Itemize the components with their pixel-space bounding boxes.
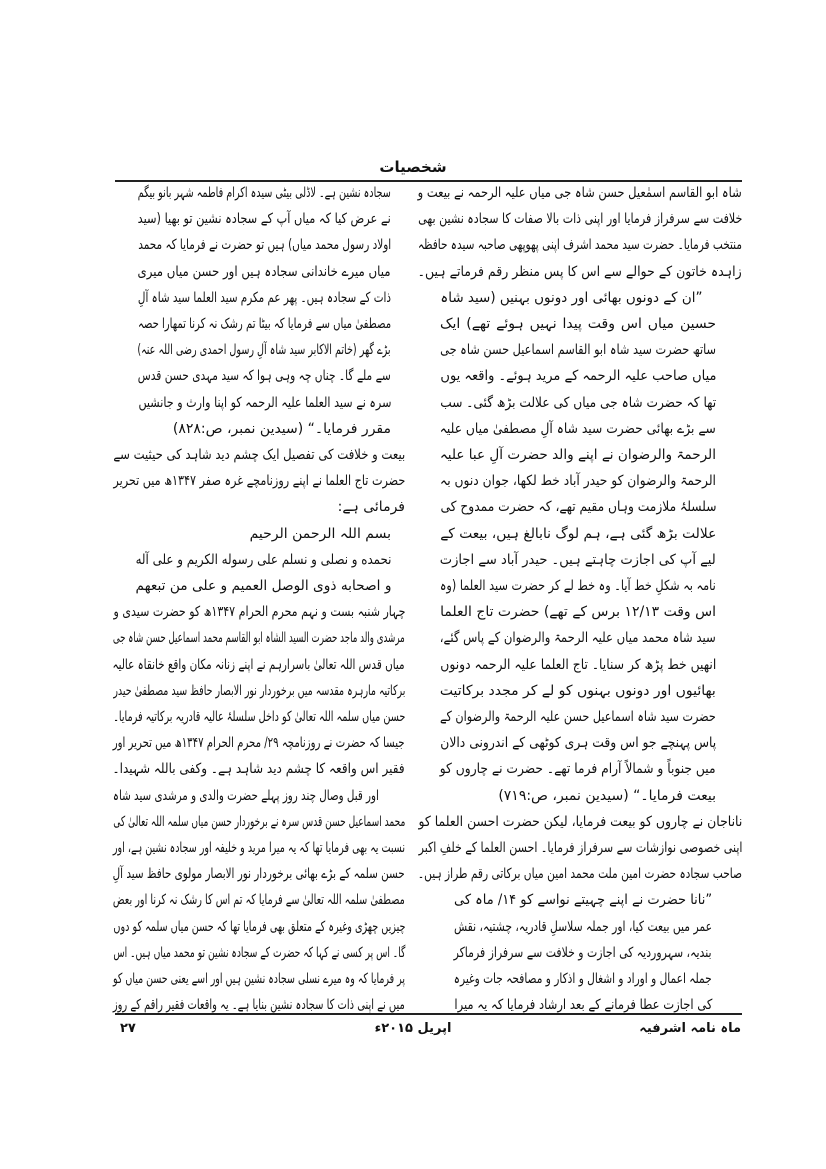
text-line	[113, 705, 405, 729]
line-text: ساتھ حضرت سید شاہ ابو القاسم اسماعیل حسن شاہ جی	[440, 342, 716, 359]
text-line	[113, 731, 405, 755]
text-line	[138, 522, 391, 546]
text-line	[418, 181, 742, 205]
text-line	[113, 915, 405, 939]
line-text: سے ملے گا۔ چناں چہ وہی ہوا کہ سید مہدی حسن قدس	[138, 368, 391, 385]
line-text: سے بڑے بھائی حضرت سید شاہ آلِ مصطفیٰ میاں علیہ	[439, 420, 716, 437]
line-text: صاحب سجادہ حضرت امین ملت محمد امین میاں برکاتی رقم طراز ہیں۔	[417, 866, 742, 883]
line-text: ناناجان نے چاروں کو بیعت فرمایا، لیکن حضرت احسن العلما کو	[418, 813, 742, 830]
text-line	[454, 941, 712, 965]
text-line	[113, 600, 405, 624]
line-text: جملہ اعمال و اوراد و اشغال و اذکار و مصافحہ جات وغیرہ	[454, 971, 712, 987]
text-line	[138, 312, 391, 336]
text-line	[113, 888, 405, 912]
line-text: بیعت فرمایا۔“ (سیدین نمبر، ص:۷۱۹)	[498, 787, 716, 804]
text-line	[440, 705, 716, 729]
text-line	[440, 574, 716, 598]
line-text: برکاتیہ مارہرہ مقدسہ میں برخوردار نور الابصار حافظ سید مصطفیٰ حیدر	[112, 682, 405, 699]
text-line	[440, 495, 716, 519]
text-line	[440, 338, 716, 362]
line-text: نحمده و نصلی و نسلم علی رسوله الكريم و علی آله	[135, 551, 391, 568]
text-line	[138, 233, 391, 257]
line-text: اولاد رسول محمد میاں) ہیں تو حضرت نے فرمایا کہ محمد	[138, 237, 391, 254]
text-line	[454, 967, 712, 991]
section-title: شخصیات	[379, 158, 447, 176]
text-line	[440, 286, 702, 310]
line-text: ”ان کے دونوں بھائی اور دونوں بہنیں (سید شاہ	[439, 289, 702, 306]
text-line	[454, 915, 712, 939]
text-line	[440, 417, 716, 441]
text-line	[113, 967, 405, 991]
line-text: بندیہ، سہروردیہ کی اجازت و خلافت سے سرفراز فرماکر	[454, 944, 712, 961]
text-line	[418, 836, 742, 860]
line-text: ذات کے سجادہ ہیں۔ پھر عم مکرم سید العلما سید شاہ آلِ	[137, 289, 391, 306]
line-text: بھائیوں اور دونوں بہنوں کو لے کر مجدد برکاتیت	[440, 682, 716, 699]
text-line	[440, 469, 716, 493]
text-line	[440, 626, 716, 650]
text-line	[113, 757, 405, 781]
text-line	[135, 548, 391, 572]
text-line	[440, 522, 716, 546]
line-text: نے عرض کیا کہ میاں آپ کے سجادہ نشین تو بھیا (سید	[137, 211, 391, 228]
line-text: سرہ نے سید العلما علیہ الرحمہ کو اپنا وارث و جانشیں	[138, 394, 391, 411]
line-text: حسن سلمہ کے بڑے بھائی برخوردار نور الابصار مولوی حافظ سید آلِ	[112, 866, 405, 883]
line-text: جیسا کہ حضرت نے روزنامچہ ۲۹/ محرم الحرام ۱۳۴۷ھ میں تحریر اور	[113, 735, 405, 752]
line-text: محمد اسماعیل حسن قدس سرہ نے برخوردار حسن میاں سلمہ اللہ تعالیٰ کی	[113, 813, 405, 830]
text-line	[138, 286, 391, 310]
text-line	[440, 548, 716, 572]
line-text: حسن میاں سلمہ اللہ تعالیٰ کو داخل سلسلۂ عالیہ قادریہ برکاتیہ فرمایا۔	[112, 709, 405, 725]
line-text: تھا کہ حضرت شاہ جی میاں کی علالت بڑھ گئی۔ سب	[440, 394, 716, 411]
line-text: حسین میاں اس وقت پیدا نہیں ہوئے تھے) ایک	[440, 316, 716, 332]
line-text: عمر میں بیعت کیا، اور جملہ سلاسلِ قادریہ، چشتیہ، نقش	[453, 918, 712, 935]
text-line	[113, 626, 405, 650]
text-line	[113, 495, 405, 519]
line-text: ”نانا حضرت نے اپنے چہیتے نواسے کو ۱۴/ ماہ کی	[453, 892, 712, 909]
line-text: و اصحابه ذوی الوصل العميم و علی من تبعهم	[135, 578, 391, 594]
text-line	[440, 443, 716, 467]
text-line	[138, 364, 391, 388]
line-text: چیزیں چھڑی وغیرہ کے متعلق بھی فرمایا تھا کہ حسن میاں سلمہ کو دوں	[112, 918, 405, 935]
text-line	[418, 260, 742, 284]
line-text: نسبت یہ بھی فرمایا تھا کہ یہ میرا مرید و خلیفہ اور سجادہ نشین ہے، اور	[112, 840, 405, 856]
line-text: میاں صاحب علیہ الرحمہ کے مرید ہوئے۔ واقعہ یوں	[439, 368, 716, 385]
line-text: الرحمۃ والرضوان نے اپنے والد حضرت آلِ عبا علیہ	[439, 447, 716, 463]
text-line	[113, 784, 379, 808]
line-text: خلافت سے سرفراز فرمایا اور اپنی ذات بالا صفات کا سجادہ نشین بھی	[417, 211, 742, 228]
text-line	[440, 653, 716, 677]
text-line	[113, 679, 405, 703]
line-text: میاں قدس اللہ تعالیٰ باسرارہم نے اپنے زنانہ مکان واقع خانقاہ عالیہ	[112, 656, 405, 673]
line-text: منتخب فرمایا۔ حضرت سید محمد اشرف اپنی پھوپھی صاحبہ سیدہ حافظہ	[418, 237, 742, 254]
line-text: لیے آپ کی اجازت چاہتے ہیں۔ حیدر آباد سے اجازت	[440, 551, 716, 568]
line-text: چہار شنبہ بست و نہم محرم الحرام ۱۳۴۷ھ کو حضرت سیدی و	[113, 604, 405, 621]
text-line	[138, 207, 391, 231]
line-text: سجادہ نشین ہے۔ لاڈلی بیٹی سیدہ اکرام فاطمہ شہر بانو بیگم	[137, 185, 391, 201]
footer-divider	[115, 1013, 742, 1015]
text-line	[418, 810, 742, 834]
line-text: اور قبل وصال چند روز پہلے حضرت والدی و مرشدی سید شاہ	[113, 787, 379, 804]
text-line	[440, 600, 716, 624]
line-text: زاہدہ خاتون کے حوالے سے اس کا پس منظر رقم فرماتے ہیں۔	[417, 263, 742, 280]
text-line	[138, 417, 391, 441]
text-line	[440, 731, 716, 755]
text-line	[113, 810, 405, 834]
line-text: سید شاہ محمد میاں علیہ الرحمۃ والرضوان کے پاس گئے،	[440, 630, 716, 647]
text-line	[454, 888, 712, 912]
text-line	[113, 653, 405, 677]
text-line	[440, 364, 716, 388]
issue-date: اپریل ۲۰۱۵ء	[374, 1021, 452, 1036]
line-text: مقرر فرمایا۔“ (سیدین نمبر، ص:۸۲۸)	[172, 420, 391, 437]
text-line	[113, 941, 405, 965]
line-text: نامہ بہ شکلِ خط آیا۔ وہ خط لے کر حضرت سید العلما (وہ	[440, 578, 716, 594]
line-text: بسم اللہ الرحمن الرحیم	[249, 525, 391, 542]
text-line	[418, 233, 742, 257]
line-text: پاس پہنچے جو اس وقت ہری کوٹھی کے اندرونی دالان	[440, 735, 716, 752]
text-line	[113, 469, 405, 493]
line-text: بڑے گھر (خاتم الاکابر سید شاہ آلِ رسول احمدی رضی اللہ عنہ)	[137, 342, 391, 359]
line-text: میاں میرے خاندانی سجادہ ہیں اور حسن میاں میری	[137, 263, 391, 280]
text-line	[113, 836, 405, 860]
line-text: مرشدی والد ماجد حضرت السید الشاہ ابو القاسم محمد اسماعیل حسن شاہ جی	[113, 630, 405, 647]
line-text: حضرت تاج العلما نے اپنے روزنامچے غرہ صفر ۱۳۴۷ھ میں تحریر	[113, 473, 405, 490]
line-text: اس وقت ۱۲/۱۳ برس کے تھے) حضرت تاج العلما	[440, 604, 716, 621]
line-text: کی اجازت عطا فرمانے کے بعد ارشاد فرمایا کہ یہ میرا	[453, 997, 712, 1014]
text-line	[138, 391, 391, 415]
line-text: مصطفیٰ میاں سے فرمایا کہ بیٹا تم رشک نہ کرنا تمھارا حصہ	[137, 316, 391, 332]
text-line	[440, 312, 716, 336]
text-line	[440, 757, 716, 781]
line-text: میں نے اپنی ذات کا سجادہ نشین بنایا ہے۔ یہ واقعات فقیر راقم کے روز	[113, 997, 405, 1014]
line-text: بیعت و خلافت کی تفصیل ایک چشم دید شاہد کی حیثیت سے	[113, 447, 405, 463]
text-line	[138, 181, 391, 205]
line-text: شاہ ابو القاسم اسمٰعیل حسن شاہ جی میاں علیہ الرحمہ نے بیعت و	[417, 185, 742, 201]
text-line	[135, 574, 391, 598]
text-line	[113, 443, 405, 467]
line-text: سلسلۂ ملازمت وہاں مقیم تھے، کہ حضرت ممدوح کی	[439, 499, 716, 516]
text-line	[440, 784, 716, 808]
text-line	[138, 260, 391, 284]
page-number: ۲۷	[120, 1021, 136, 1036]
line-text: پر فرمایا کہ وہ میرے نسلی سجادہ نشین ہیں اور اسے یعنی حسن میاں کو	[112, 971, 405, 987]
line-text: اپنی خصوصی نوازشات سے سرفراز فرمایا۔ احسن العلما کے خلفِ اکبر	[418, 840, 742, 856]
line-text: فرمائی ہے:	[337, 499, 405, 516]
line-text: میں جنوباً و شمالاً آرام فرما تھے۔ حضرت نے چاروں کو	[440, 761, 716, 778]
line-text: حضرت سید شاہ اسماعیل حسن علیہ الرحمۃ والرضوان کے	[440, 709, 716, 725]
line-text: مصطفیٰ سلمہ اللہ تعالیٰ سے فرمایا کہ تم اس کا رشک نہ کرنا اور بعض	[113, 892, 405, 909]
text-line	[440, 679, 716, 703]
text-line	[113, 862, 405, 886]
line-text: انھیں خط پڑھ کر سنایا۔ تاج العلما علیہ الرحمہ دونوں	[440, 656, 716, 673]
magazine-name: ماہ نامہ اشرفیہ	[639, 1021, 741, 1036]
text-line	[418, 207, 742, 231]
text-line	[440, 391, 716, 415]
text-line	[418, 862, 742, 886]
line-text: علالت بڑھ گئی ہے، ہم لوگ نابالغ ہیں، بیعت کے	[439, 525, 716, 542]
text-line	[138, 338, 391, 362]
line-text: فقیر اس واقعہ کا چشم دید شاہد ہے۔ وکفی باللہ شہیدا۔	[112, 761, 405, 778]
line-text: گا۔ اس پر کسی نے کہا کہ حضرت کے سجادہ نشین تو محمد میاں ہیں۔ اس	[113, 944, 405, 961]
line-text: الرحمۃ والرضوان کو حیدر آباد خط لکھا، جوان دنوں بہ	[440, 473, 716, 490]
